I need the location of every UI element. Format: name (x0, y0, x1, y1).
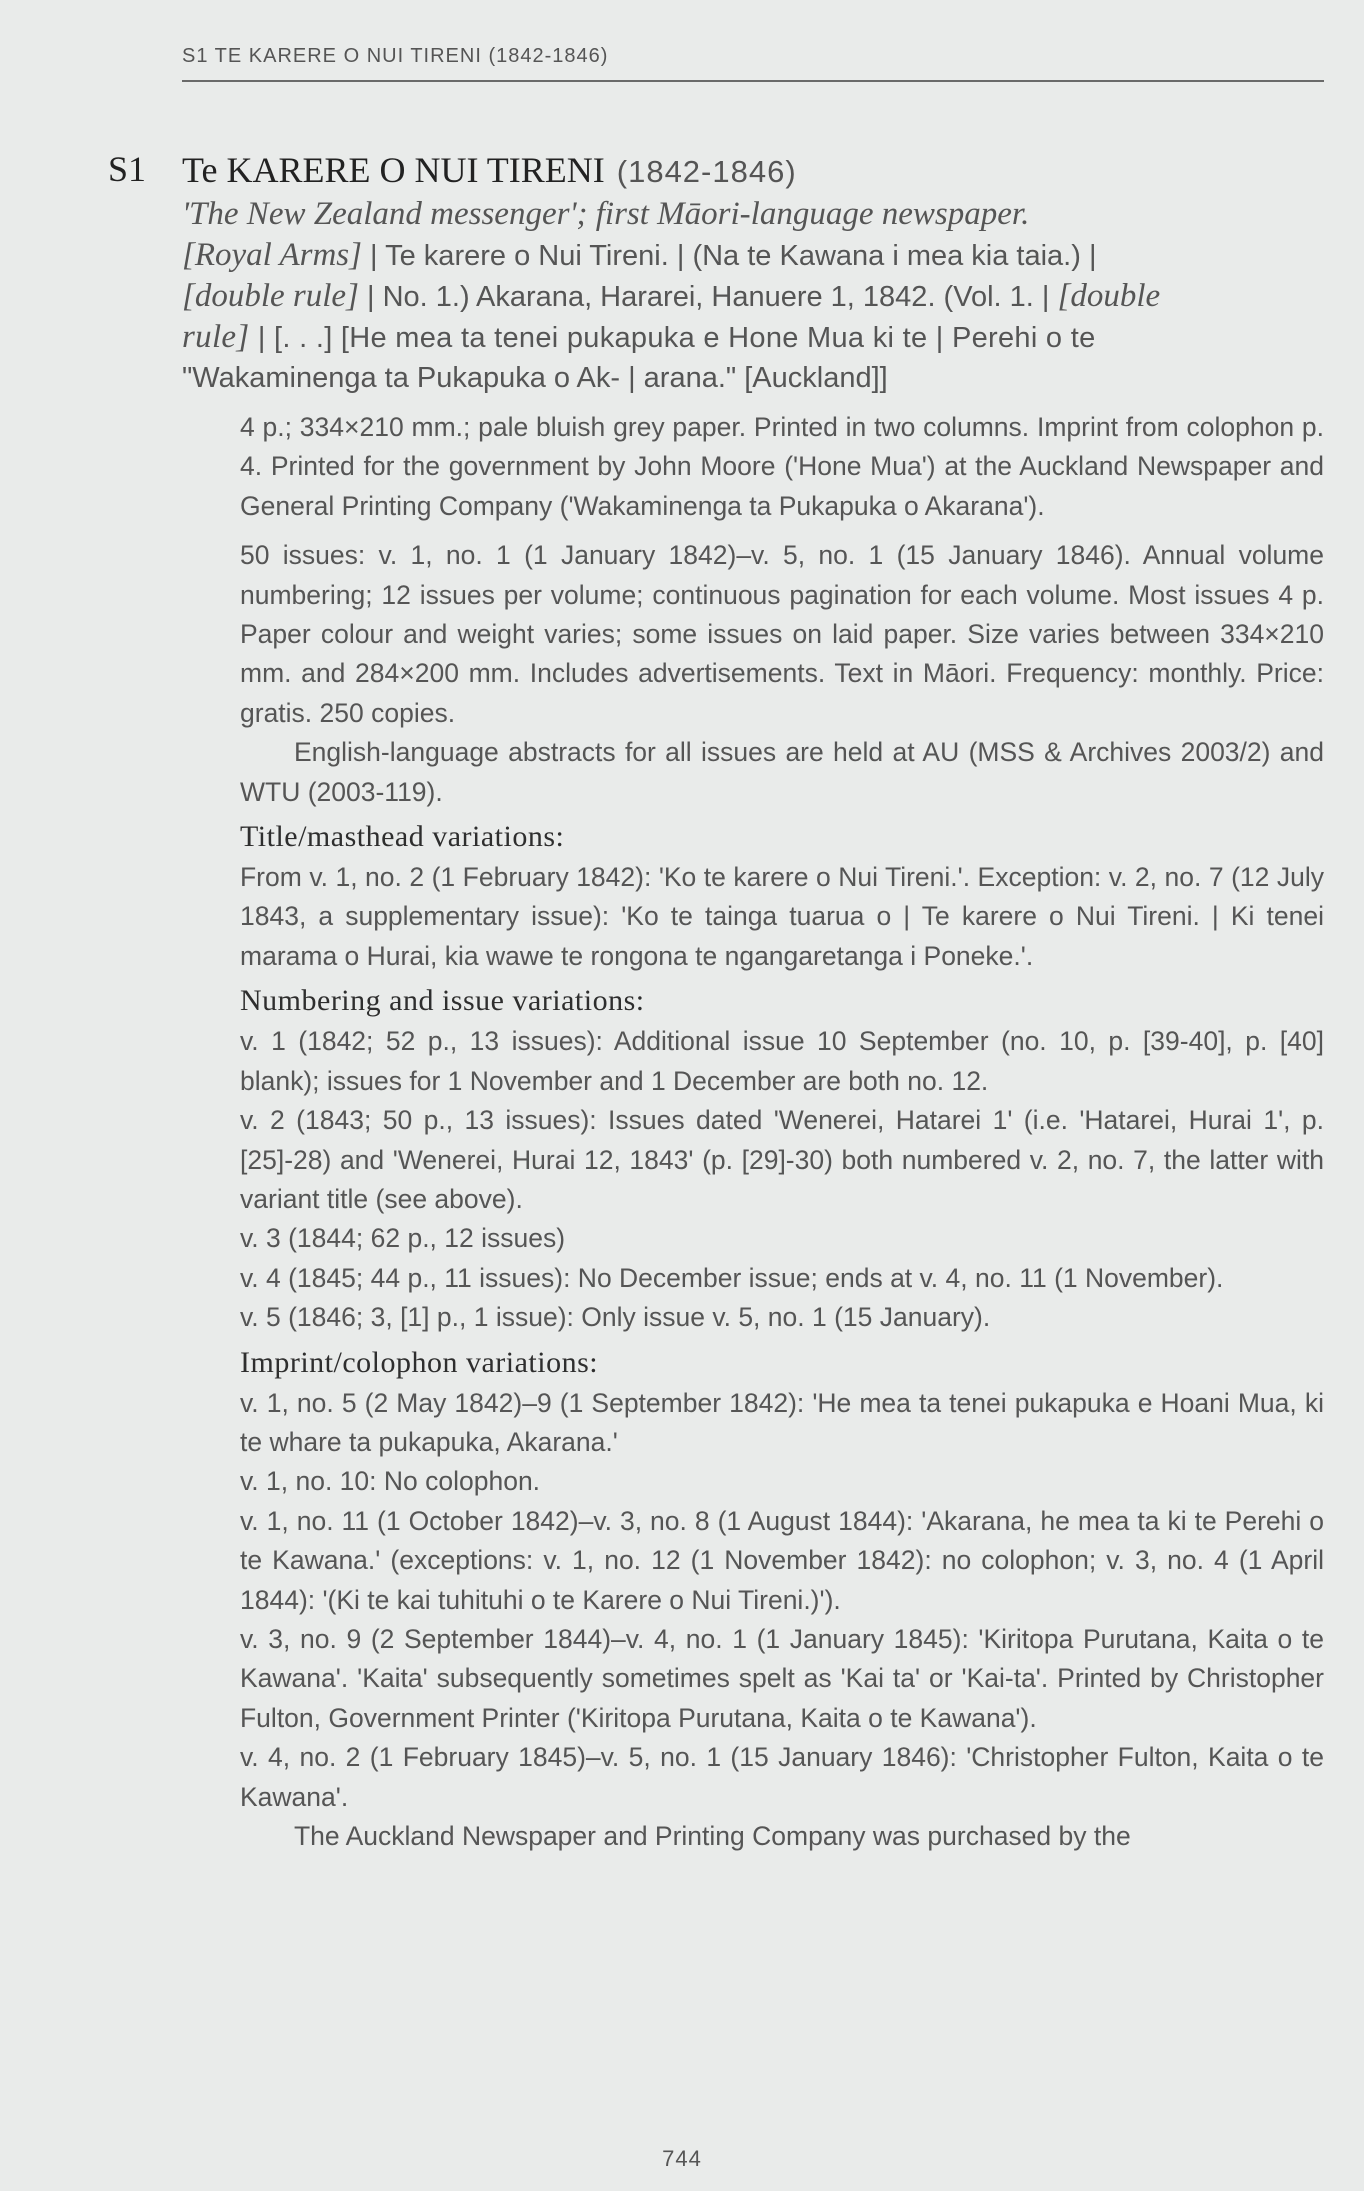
subtitle: 'The New Zealand messenger'; first Māori-language newspaper. (182, 196, 1030, 232)
imprint-line: v. 1, no. 10: No colophon. (240, 1466, 541, 1497)
abstracts-note: English-language abstracts for all issues are held at AU (MSS & Archives 2003/2) and WTU (2003-119). (240, 737, 1324, 807)
entry-body (240, 398, 1324, 1856)
imprint-line: v. 4, no. 2 (1 February 1845)–v. 5, no. 1 (15 January 1846): 'Christopher Fulton, Kaita o te Kawana'. (240, 1742, 1324, 1812)
imprint-line: v. 1, no. 5 (2 May 1842)–9 (1 September 1842): 'He mea ta tenei pukapuka e Hoani Mua, ki te whare ta pukapuka, Akarana.' (240, 1387, 1324, 1457)
numbering-line: v. 3 (1844; 62 p., 12 issues) (240, 1223, 566, 1254)
transcription-note: rule] (182, 319, 250, 355)
issues-description: 50 issues: v. 1, no. 1 (1 January 1842)–v. 5, no. 1 (15 January 1846). Annual volume numbering; 12 issues per volume; continuous pagination for each volume. Most issues 4 p. Paper colour and weight varies; some issues on laid paper. Size varies between 334×210 mm. and 284×200 mm. Includes advertisements. Text in Māori. Frequency: monthly. Price: gratis. 250 copies. (240, 540, 1324, 728)
numbering-line: v. 5 (1846; 3, [1] p., 1 issue): Only issue v. 5, no. 1 (15 January). (240, 1302, 991, 1333)
running-head: S1 TE KARERE O NUI TIRENI (1842-1846) (182, 45, 609, 67)
title-variations-heading: Title/masthead variations: (240, 820, 565, 854)
imprint-line: v. 1, no. 11 (1 October 1842)–v. 3, no. 8 (1 August 1844): 'Akarana, he mea ta ki te Perehi o te Kawana.' (exceptions: v. 1, no. 12 (1 November 1842): no colophon; v. 3, no. 4 (1 April 1844): '(Ki te kai tuhituhi o te Karere o Nui Tireni.)'). (240, 1505, 1324, 1615)
entry-title (182, 148, 1324, 194)
entry-dates: (1842-1846) (616, 154, 797, 189)
transcription-text: | [. . .] [He mea ta tenei pukapuka e Hone Mua ki te | Perehi o te (249, 322, 1096, 354)
header-rule (182, 80, 1324, 82)
entry-title-text: Te KARERE O NUI TIRENI (182, 150, 605, 190)
page-number: 744 (662, 2146, 702, 2171)
numbering-line: v. 1 (1842; 52 p., 13 issues): Additional issue 10 September (no. 10, p. [39-40], p. [40] blank); issues for 1 November and 1 December are both no. 12. (240, 1026, 1324, 1096)
continuation-text: The Auckland Newspaper and Printing Company was purchased by the (294, 1821, 1131, 1851)
title-variations-text: From v. 1, no. 2 (1 February 1842): 'Ko te karere o Nui Tireni.'. Exception: v. 2, no. 7 (12 July 1843, a supplementary issue): 'Ko te tainga tuarua o | Te karere o Nui Tireni. | Ki tenei marama o Hurai, kia wawe te rongona te ngangaretanga i Poneke.'. (240, 862, 1324, 971)
transcription-note: [double (1057, 278, 1161, 314)
transcription-note: [double rule] (182, 278, 359, 314)
title-transcription (182, 194, 1324, 398)
numbering-line: v. 2 (1843; 50 p., 13 issues): Issues dated 'Wenerei, Hatarei 1' (i.e. 'Hatarei, Hurai 1', p. [25]-28) and 'Wenerei, Hurai 12, 1843' (p. [29]-30) both numbered v. 2, no. 7, the latter with variant title (see above). (240, 1105, 1324, 1214)
transcription-text: | No. 1.) Akarana, Hararei, Hanuere 1, 1842. (Vol. 1. | (358, 281, 1058, 313)
physical-description: 4 p.; 334×210 mm.; pale bluish grey paper. Printed in two columns. Imprint from colophon p. 4. Printed for the government by John Moore ('Hone Mua') at the Auckland Newspaper and General Printing Company ('Wakaminenga ta Pukapuka o Akarana'). (240, 412, 1324, 521)
catalogue-entry (182, 148, 1324, 1856)
imprint-line: v. 3, no. 9 (2 September 1844)–v. 4, no. 1 (1 January 1845): 'Kiritopa Purutana, Kaita o te Kawana'. 'Kaita' subsequently sometimes spelt as 'Kai ta' or 'Kai-ta'. Printed by Christopher Fulton, Government Printer ('Kiritopa Purutana, Kaita o te Kawana'). (240, 1623, 1324, 1733)
transcription-text: | Te karere o Nui Tireni. | (Na te Kawana i mea kia taia.) | (362, 240, 1097, 272)
entry-code: S1 (108, 149, 147, 189)
transcription-note: [Royal Arms] (182, 237, 362, 273)
numbering-variations-heading: Numbering and issue variations: (240, 984, 645, 1018)
transcription-text: "Wakaminenga ta Pukapuka o Ak- | arana." [Auckland]] (182, 362, 888, 394)
numbering-line: v. 4 (1845; 44 p., 11 issues): No December issue; ends at v. 4, no. 11 (1 November). (240, 1262, 1224, 1293)
imprint-variations-heading: Imprint/colophon variations: (240, 1345, 599, 1379)
